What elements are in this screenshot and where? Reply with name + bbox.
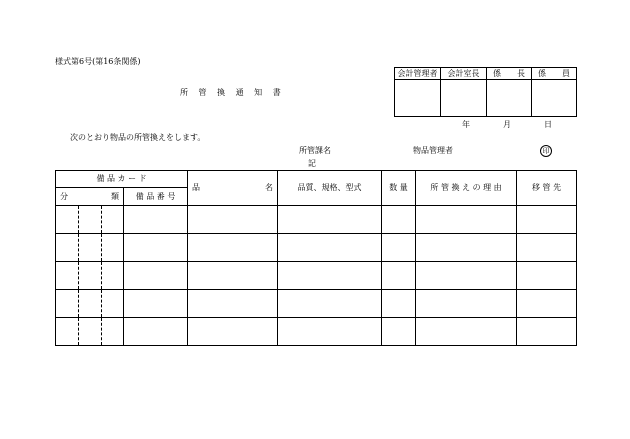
item-name-cell[interactable] <box>188 290 278 318</box>
quantity-cell[interactable] <box>382 318 416 346</box>
category-cell[interactable] <box>79 318 102 346</box>
reason-cell[interactable] <box>416 318 517 346</box>
date-year-label: 年 <box>462 120 470 129</box>
category-cell[interactable] <box>56 262 79 290</box>
quantity-cell[interactable] <box>382 290 416 318</box>
reason-cell[interactable] <box>416 290 517 318</box>
quality-cell[interactable] <box>278 206 382 234</box>
reason-cell[interactable] <box>416 206 517 234</box>
approval-stamp-cell[interactable] <box>532 80 577 117</box>
table-row <box>56 234 577 262</box>
form-number: 様式第6号(第16条関係) <box>55 57 141 66</box>
equipment-card-header: 備 品 カ ー ド <box>56 171 188 188</box>
approval-header-accounting-chief: 会計室長 <box>441 68 487 80</box>
approval-stamp-cell[interactable] <box>487 80 532 117</box>
quantity-header: 数 量 <box>382 171 416 206</box>
table-row <box>56 318 577 346</box>
approval-header-accounting-manager: 会計管理者 <box>395 68 441 80</box>
category-cell[interactable] <box>102 318 124 346</box>
table-row <box>56 206 577 234</box>
category-cell[interactable] <box>102 290 124 318</box>
category-header <box>56 188 124 206</box>
quality-cell[interactable] <box>278 318 382 346</box>
category-cell[interactable] <box>79 262 102 290</box>
destination-cell[interactable] <box>517 206 577 234</box>
equipment-number-cell[interactable] <box>124 206 188 234</box>
date-day-label: 日 <box>544 120 552 129</box>
equipment-number-cell[interactable] <box>124 262 188 290</box>
category-left: 分 <box>60 191 68 201</box>
form-title: 所 管 換 通 知 書 <box>180 88 285 97</box>
category-cell[interactable] <box>79 234 102 262</box>
approval-header-section-chief: 係 長 <box>487 68 532 80</box>
reason-cell[interactable] <box>416 262 517 290</box>
category-cell[interactable] <box>56 206 79 234</box>
intro-text: 次のとおり物品の所管換えをします。 <box>70 133 206 142</box>
table-row <box>56 290 577 318</box>
category-cell[interactable] <box>56 290 79 318</box>
item-name-cell[interactable] <box>188 262 278 290</box>
category-cell[interactable] <box>79 290 102 318</box>
goods-manager-label: 物品管理者 <box>413 146 453 155</box>
quantity-cell[interactable] <box>382 206 416 234</box>
quality-cell[interactable] <box>278 290 382 318</box>
section-name-label: 所管課名 <box>299 146 331 155</box>
destination-cell[interactable] <box>517 290 577 318</box>
item-name-right: 名 <box>265 183 274 192</box>
transfer-destination-header: 移 管 先 <box>517 171 577 206</box>
category-cell[interactable] <box>56 318 79 346</box>
date-month-label: 月 <box>503 120 511 129</box>
category-cell[interactable] <box>102 262 124 290</box>
approval-stamp-cell[interactable] <box>395 80 441 117</box>
transfer-reason-header: 所 管 換 え の 理 由 <box>416 171 517 206</box>
equipment-number-cell[interactable] <box>124 318 188 346</box>
reason-cell[interactable] <box>416 234 517 262</box>
destination-cell[interactable] <box>517 262 577 290</box>
transfer-table <box>55 170 577 346</box>
category-cell[interactable] <box>79 206 102 234</box>
equipment-number-cell[interactable] <box>124 234 188 262</box>
item-name-cell[interactable] <box>188 206 278 234</box>
item-name-left: 品 <box>192 183 201 192</box>
item-name-cell[interactable] <box>188 318 278 346</box>
quality-spec-header: 品質、規格、型式 <box>278 171 382 206</box>
category-right: 類 <box>111 191 119 201</box>
category-cell[interactable] <box>56 234 79 262</box>
category-cell[interactable] <box>102 206 124 234</box>
quality-cell[interactable] <box>278 262 382 290</box>
item-name-header <box>188 171 278 206</box>
table-row <box>56 262 577 290</box>
ki-label: 記 <box>308 159 316 168</box>
destination-cell[interactable] <box>517 234 577 262</box>
approval-header-staff: 係 員 <box>532 68 577 80</box>
category-cell[interactable] <box>102 234 124 262</box>
equipment-number-cell[interactable] <box>124 290 188 318</box>
quantity-cell[interactable] <box>382 234 416 262</box>
quantity-cell[interactable] <box>382 262 416 290</box>
approval-stamp-table <box>394 67 577 117</box>
seal-icon: 印 <box>540 145 552 157</box>
quality-cell[interactable] <box>278 234 382 262</box>
item-name-cell[interactable] <box>188 234 278 262</box>
approval-stamp-cell[interactable] <box>441 80 487 117</box>
equipment-number-header: 備 品 番 号 <box>124 188 188 206</box>
destination-cell[interactable] <box>517 318 577 346</box>
